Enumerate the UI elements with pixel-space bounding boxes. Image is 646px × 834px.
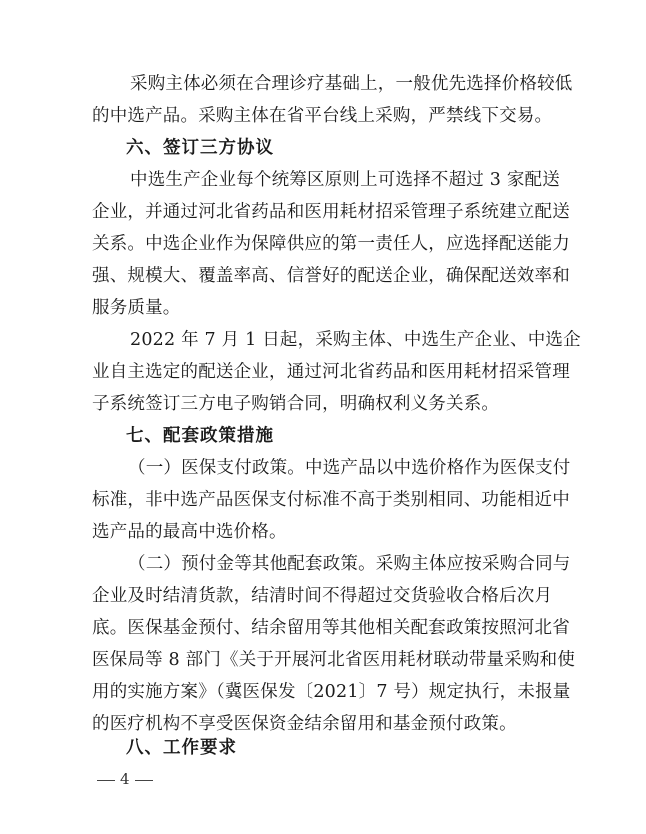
page-number-value: 4 <box>120 770 130 788</box>
paragraph-line: 强、规模大、覆盖率高、信誉好的配送企业，确保配送效率和 <box>92 266 570 286</box>
paragraph-line: 业自主选定的配送企业，通过河北省药品和医用耗材招采管理 <box>92 362 570 382</box>
paragraph-line: 企业及时结清货款，结清时间不得超过交货验收合格后次月 <box>92 586 553 606</box>
paragraph-line: 采购主体必须在合理诊疗基础上，一般优先选择价格较低 <box>130 74 573 94</box>
paragraph-line: （二）预付金等其他配套政策。采购主体应按采购合同与 <box>128 554 571 574</box>
section-heading-6: 六、签订三方协议 <box>126 138 274 158</box>
page-number-dash-right <box>135 780 153 781</box>
paragraph-line: 子系统签订三方电子购销合同，明确权利义务关系。 <box>92 394 500 414</box>
paragraph-line: 服务质量。 <box>92 298 181 318</box>
paragraph-line: 的中选产品。采购主体在省平台线上采购，严禁线下交易。 <box>92 106 553 126</box>
paragraph-line: 中选生产企业每个统筹区原则上可选择不超过 3 家配送 <box>130 170 560 190</box>
paragraph-line: 用的实施方案》（冀医保发〔2021〕7 号）规定执行，未报量 <box>92 682 571 702</box>
page-number <box>92 770 158 788</box>
section-heading-8: 八、工作要求 <box>126 738 237 758</box>
paragraph-line: 选产品的最高中选价格。 <box>92 522 287 542</box>
paragraph-line: 医保局等 8 部门《关于开展河北省医用耗材联动带量采购和使 <box>92 650 576 670</box>
paragraph-line: 2022 年 7 月 1 日起，采购主体、中选生产企业、中选企 <box>130 330 581 350</box>
paragraph-line: （一）医保支付政策。中选产品以中选价格作为医保支付 <box>128 458 571 478</box>
section-heading-7: 七、配套政策措施 <box>126 426 274 446</box>
page-number-dash-left <box>97 780 115 781</box>
paragraph-line: 的医疗机构不享受医保资金结余留用和基金预付政策。 <box>92 714 517 734</box>
paragraph-line: 企业，并通过河北省药品和医用耗材招采管理子系统建立配送 <box>92 202 570 222</box>
paragraph-line: 关系。中选企业作为保障供应的第一责任人，应选择配送能力 <box>92 234 570 254</box>
paragraph-line: 底。医保基金预付、结余留用等其他相关配套政策按照河北省 <box>92 618 570 638</box>
paragraph-line: 标准，非中选产品医保支付标准不高于类别相同、功能相近中 <box>92 490 570 510</box>
